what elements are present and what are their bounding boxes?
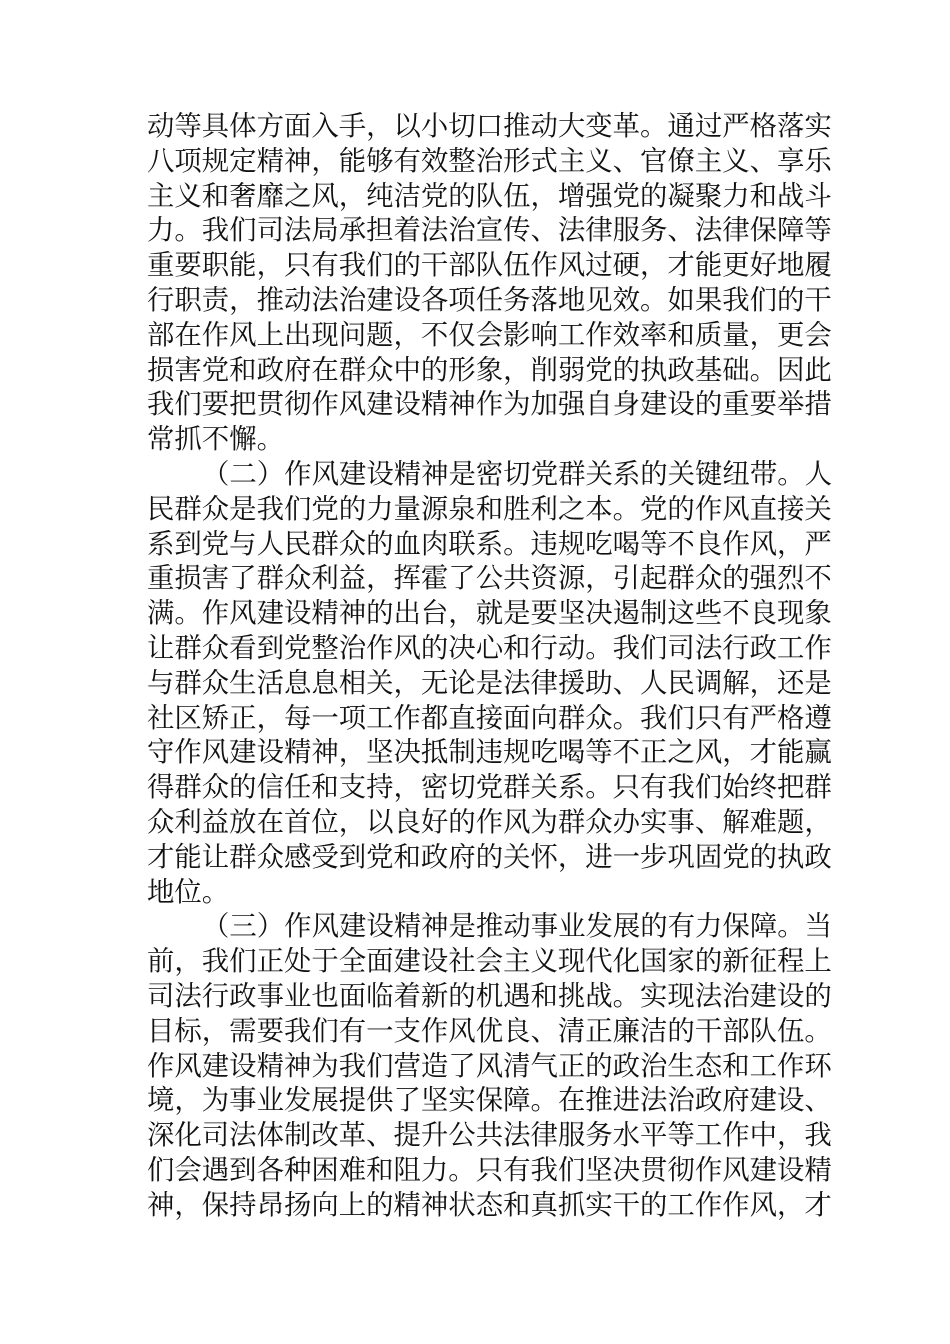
text-line: 满。作风建设精神的出台，就是要坚决遏制这些不良现象 bbox=[147, 598, 832, 630]
section-heading-line: （三）作风建设精神是推动事业发展的有力保障。当 bbox=[202, 911, 832, 943]
text-line: 神，保持昂扬向上的精神状态和真抓实干的工作作风，才 bbox=[147, 1189, 832, 1221]
text-line: 常抓不懈。 bbox=[147, 424, 284, 456]
text-line: 重损害了群众利益，挥霍了公共资源，引起群众的强烈不 bbox=[147, 563, 832, 595]
text-line: 八项规定精神，能够有效整治形式主义、官僚主义、享乐 bbox=[147, 145, 832, 177]
text-line: 众利益放在首位，以良好的作风为群众办实事、解难题， bbox=[147, 806, 832, 838]
text-line: 重要职能，只有我们的干部队伍作风过硬，才能更好地履 bbox=[147, 250, 832, 282]
text-line: 得群众的信任和支持，密切党群关系。只有我们始终把群 bbox=[147, 772, 832, 804]
text-line: 前，我们正处于全面建设社会主义现代化国家的新征程上 bbox=[147, 946, 832, 978]
text-line: 们会遇到各种困难和阻力。只有我们坚决贯彻作风建设精 bbox=[147, 1154, 832, 1186]
text-line: 系到党与人民群众的血肉联系。违规吃喝等不良作风，严 bbox=[147, 528, 832, 560]
text-line: 司法行政事业也面临着新的机遇和挑战。实现法治建设的 bbox=[147, 980, 832, 1012]
text-line: 部在作风上出现问题，不仅会影响工作效率和质量，更会 bbox=[147, 319, 832, 351]
text-line: 作风建设精神为我们营造了风清气正的政治生态和工作环 bbox=[147, 1050, 832, 1082]
text-line: 地位。 bbox=[147, 876, 230, 908]
text-line: 我们要把贯彻作风建设精神作为加强自身建设的重要举措 bbox=[147, 389, 832, 421]
text-line: 才能让群众感受到党和政府的关怀，进一步巩固党的执政 bbox=[147, 841, 832, 873]
text-line: 动等具体方面入手，以小切口推动大变革。通过严格落实 bbox=[147, 111, 832, 142]
section-heading-line: （二）作风建设精神是密切党群关系的关键纽带。人 bbox=[202, 458, 832, 490]
text-line: 境，为事业发展提供了坚实保障。在推进法治政府建设、 bbox=[147, 1085, 832, 1117]
text-line: 民群众是我们党的力量源泉和胜利之本。党的作风直接关 bbox=[147, 493, 832, 525]
text-line: 社区矫正，每一项工作都直接面向群众。我们只有严格遵 bbox=[147, 702, 832, 734]
text-line: 损害党和政府在群众中的形象，削弱党的执政基础。因此 bbox=[147, 354, 832, 386]
body-text bbox=[147, 110, 832, 1224]
text-line: 守作风建设精神，坚决抵制违规吃喝等不正之风，才能赢 bbox=[147, 737, 832, 769]
text-line: 深化司法体制改革、提升公共法律服务水平等工作中，我 bbox=[147, 1120, 832, 1152]
text-line: 目标，需要我们有一支作风优良、清正廉洁的干部队伍。 bbox=[147, 1015, 832, 1047]
text-line: 主义和奢靡之风，纯洁党的队伍，增强党的凝聚力和战斗 bbox=[147, 180, 832, 212]
text-line: 力。我们司法局承担着法治宣传、法律服务、法律保障等 bbox=[147, 215, 832, 247]
text-line: 与群众生活息息相关，无论是法律援助、人民调解，还是 bbox=[147, 667, 832, 699]
text-line: 让群众看到党整治作风的决心和行动。我们司法行政工作 bbox=[147, 632, 832, 664]
text-line: 行职责，推动法治建设各项任务落地见效。如果我们的干 bbox=[147, 284, 832, 316]
